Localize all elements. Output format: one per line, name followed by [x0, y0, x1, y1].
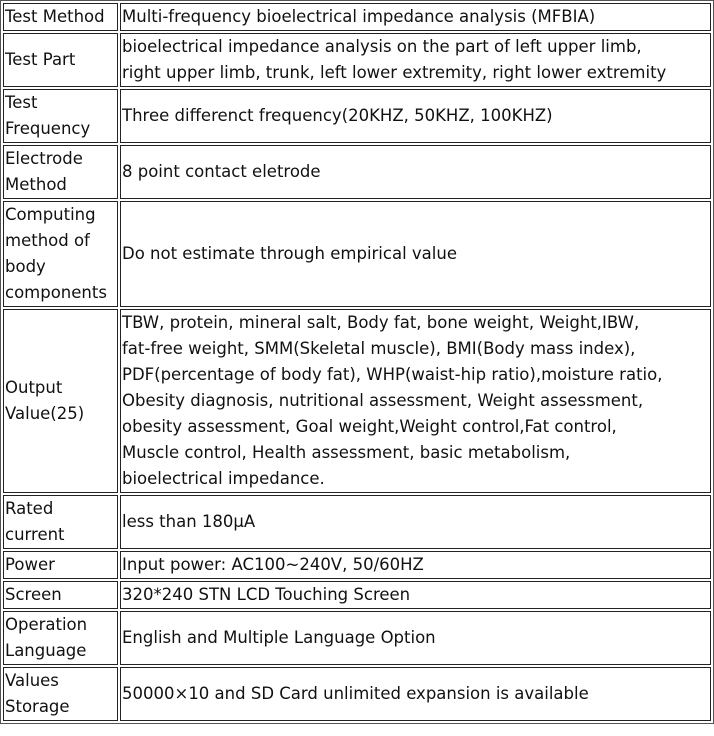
row-label: Electrode Method: [3, 145, 118, 199]
table-row: [3, 495, 711, 549]
row-value: [120, 201, 711, 307]
row-label: Test Method: [3, 3, 118, 31]
value-line: Three differenct frequency(20KHZ, 50KHZ, 100KHZ): [122, 106, 553, 125]
row-label: Operation Language: [3, 611, 118, 665]
value-line: bioelectrical impedance.: [122, 469, 325, 488]
row-value: [120, 309, 711, 493]
table-row: [3, 667, 711, 721]
value-line: Input power: AC100~240V, 50/60HZ: [122, 555, 424, 574]
table-row: [3, 611, 711, 665]
row-value: [120, 581, 711, 609]
table-row: [3, 89, 711, 143]
row-label: Power: [3, 551, 118, 579]
row-value: [120, 495, 711, 549]
value-line: English and Multiple Language Option: [122, 628, 436, 647]
value-line: 50000×10 and SD Card unlimited expansion is available: [122, 684, 589, 703]
row-label: Rated current: [3, 495, 118, 549]
value-line: Multi-frequency bioelectrical impedance analysis (MFBIA): [122, 7, 596, 26]
row-label: Values Storage: [3, 667, 118, 721]
table-row: [3, 145, 711, 199]
value-line: obesity assessment, Goal weight,Weight control,Fat control,: [122, 417, 617, 436]
value-line: fat-free weight, SMM(Skeletal muscle), BMI(Body mass index),: [122, 339, 636, 358]
row-label: Output Value(25): [3, 309, 118, 493]
table-row: [3, 581, 711, 609]
table-row: [3, 33, 711, 87]
row-value: [120, 551, 711, 579]
row-value: [120, 611, 711, 665]
row-label: Test Frequency: [3, 89, 118, 143]
value-line: TBW, protein, mineral salt, Body fat, bone weight, Weight,IBW,: [122, 313, 640, 332]
row-value: [120, 3, 711, 31]
row-value: [120, 33, 711, 87]
value-line: 8 point contact eletrode: [122, 162, 321, 181]
value-line: 320*240 STN LCD Touching Screen: [122, 585, 411, 604]
value-line: Obesity diagnosis, nutritional assessment, Weight assessment,: [122, 391, 644, 410]
value-line: less than 180μA: [122, 512, 256, 531]
table-row: [3, 201, 711, 307]
table-row: [3, 309, 711, 493]
value-line: bioelectrical impedance analysis on the part of left upper limb,: [122, 37, 642, 56]
value-line: Muscle control, Health assessment, basic metabolism,: [122, 443, 571, 462]
table-row: [3, 551, 711, 579]
row-label: Computing method of body components: [3, 201, 118, 307]
value-line: right upper limb, trunk, left lower extremity, right lower extremity: [122, 63, 667, 82]
row-value: [120, 667, 711, 721]
value-line: PDF(percentage of body fat), WHP(waist-hip ratio),moisture ratio,: [122, 365, 663, 384]
table-row: [3, 3, 711, 31]
value-line: Do not estimate through empirical value: [122, 244, 457, 263]
row-label: Test Part: [3, 33, 118, 87]
row-label: Screen: [3, 581, 118, 609]
row-value: [120, 145, 711, 199]
row-value: [120, 89, 711, 143]
